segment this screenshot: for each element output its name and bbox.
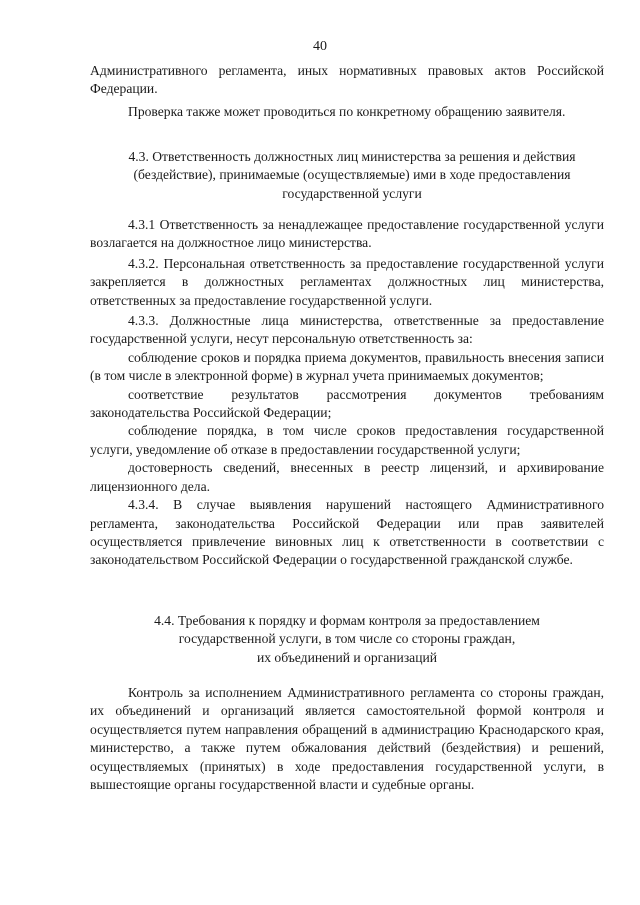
para-4-4-control: Контроль за исполнением Административного регламента со стороны граждан, их объединений и организаций является самостоятельной формой контроля и осуществляется путем направления обращений в администрацию Краснодарского края, министерство, а также путем обжалования действий (бездействия) и решений, осуществляемых (принятых) в ходе предоставления государственной услуги, в вышестоящие органы государственной власти и судебные органы.	[90, 685, 604, 793]
section-4-3-title: 4.3. Ответственность должностных лиц министерства за решения и действия (бездействие), принимаемые (осуществляемые) ими в ходе предоставления государственной услуги	[128, 149, 576, 201]
para-compliance: соответствие результатов рассмотрения документов требованиям законодательства Российской Федерации;	[90, 386, 604, 421]
para-deadlines: соблюдение сроков и порядка приема документов, правильность внесения записи (в том числе в электронной форме) в журнал учета принимаемых документов;	[90, 349, 604, 384]
lead-paragraph-1: Административного регламента, иных нормативных правовых актов Российской Федерации.	[90, 63, 604, 97]
para-4-3-1: 4.3.1 Ответственность за ненадлежащее предоставление государственной услуги возлагается на должностное лицо министерства.	[90, 217, 604, 251]
section-4-4-title-line-2: государственной услуги, в том числе со стороны граждан,	[178, 631, 516, 647]
section-4-4-title-line-3: их объединений и организаций	[256, 649, 438, 665]
section-4-4-title-line-1: 4.4. Требования к порядку и формам контроля за предоставлением	[154, 613, 540, 628]
para-4-3-3: 4.3.3. Должностные лица министерства, ответственные за предоставление государственной услуги, несут персональную ответственность за:	[90, 313, 604, 347]
section-4-4-body	[90, 684, 604, 794]
section-4-4-heading	[90, 612, 604, 667]
para-procedure: соблюдение порядка, в том числе сроков предоставления государственной услуги, уведомление об отказе в предоставлении государственной услуги;	[90, 423, 604, 457]
section-4-3-body	[90, 216, 604, 570]
section-4-3-heading	[124, 148, 580, 203]
para-4-3-2: 4.3.2. Персональная ответственность за предоставление государственной услуги закрепляется в должностных регламентах должностных лиц министерства, ответственных за предоставление государственной услуги.	[90, 255, 604, 308]
lead-paragraph-2: Проверка также может проводиться по конкретному обращению заявителя.	[128, 103, 566, 119]
page-number: 40	[313, 39, 327, 54]
para-4-3-4: 4.3.4. В случае выявления нарушений настоящего Административного регламента, законодательства Российской Федерации или прав заявителей осуществляется привлечение виновных лиц к ответственности в соответствии с законодательством Российской Федерации о государственной гражданской службе.	[90, 497, 604, 568]
lead-block	[90, 62, 604, 121]
para-reliability: достоверность сведений, внесенных в реестр лицензий, и архивирование лицензионного дела.	[90, 460, 604, 494]
